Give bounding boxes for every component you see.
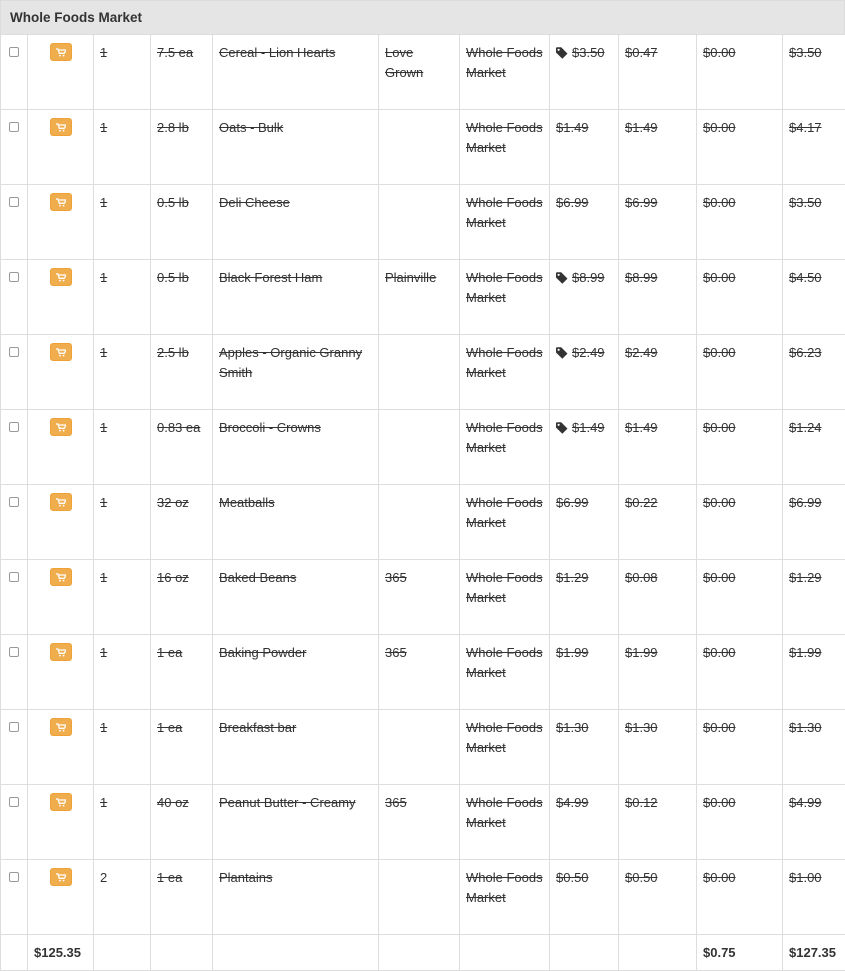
item-price-cell [550,485,619,560]
item-store: Whole Foods Market [460,560,550,635]
item-total: $1.24 [783,410,845,485]
item-size: 32 oz [151,485,213,560]
table-row [1,860,845,935]
item-tax: $0.00 [697,260,783,335]
item-checkbox[interactable] [9,47,19,57]
item-qty[interactable]: 1 [94,110,151,185]
item-name[interactable]: Apples - Organic Granny Smith [213,335,379,410]
add-to-cart-button[interactable] [50,268,72,286]
cart-icon [56,48,66,57]
item-qty[interactable]: 1 [94,710,151,785]
item-qty[interactable]: 1 [94,335,151,410]
cart-icon [56,723,66,732]
table-row [1,410,845,485]
item-store: Whole Foods Market [460,335,550,410]
item-unit-price: $2.49 [619,335,697,410]
cart-icon [56,873,66,882]
item-name[interactable]: Baking Powder [213,635,379,710]
cart-icon [56,198,66,207]
item-brand: 365 [379,785,460,860]
item-brand: 365 [379,560,460,635]
cart-icon [56,573,66,582]
item-tax: $0.00 [697,560,783,635]
item-tax: $0.00 [697,185,783,260]
item-price: $3.50 [572,45,605,60]
table-row [1,710,845,785]
cart-icon [56,423,66,432]
item-name[interactable]: Black Forest Ham [213,260,379,335]
item-checkbox[interactable] [9,272,19,282]
item-price: $1.29 [556,570,589,585]
item-store: Whole Foods Market [460,185,550,260]
item-checkbox[interactable] [9,647,19,657]
item-checkbox[interactable] [9,872,19,882]
item-store: Whole Foods Market [460,710,550,785]
item-qty[interactable]: 1 [94,260,151,335]
item-price-cell [550,785,619,860]
item-name[interactable]: Plantains [213,860,379,935]
item-total: $4.99 [783,785,845,860]
item-total: $4.17 [783,110,845,185]
item-name[interactable]: Baked Beans [213,560,379,635]
item-name[interactable]: Meatballs [213,485,379,560]
item-name[interactable]: Peanut Butter - Creamy [213,785,379,860]
item-size: 0.83 ea [151,410,213,485]
table-row [1,260,845,335]
cart-icon [56,648,66,657]
item-price-cell [550,185,619,260]
item-price-cell [550,710,619,785]
item-tax: $0.00 [697,335,783,410]
item-total: $1.30 [783,710,845,785]
item-price: $1.49 [572,420,605,435]
table-row [1,185,845,260]
item-total: $1.99 [783,635,845,710]
add-to-cart-button[interactable] [50,343,72,361]
item-brand: Plainville [379,260,460,335]
item-unit-price: $0.47 [619,35,697,110]
item-price: $2.49 [572,345,605,360]
item-brand [379,485,460,560]
item-size: 1 ea [151,860,213,935]
item-store: Whole Foods Market [460,260,550,335]
item-checkbox[interactable] [9,722,19,732]
item-qty[interactable]: 1 [94,185,151,260]
item-unit-price: $0.50 [619,860,697,935]
item-price: $8.99 [572,270,605,285]
item-size: 2.8 lb [151,110,213,185]
add-to-cart-button[interactable] [50,493,72,511]
totals-row [1,935,845,971]
item-store: Whole Foods Market [460,485,550,560]
item-store: Whole Foods Market [460,860,550,935]
add-to-cart-button[interactable] [50,643,72,661]
item-unit-price: $8.99 [619,260,697,335]
item-price: $6.99 [556,495,589,510]
item-brand [379,335,460,410]
item-checkbox[interactable] [9,572,19,582]
item-qty[interactable]: 2 [94,860,151,935]
table-row [1,35,845,110]
item-name[interactable]: Breakfast bar [213,710,379,785]
item-checkbox[interactable] [9,347,19,357]
item-size: 1 ea [151,710,213,785]
table-row [1,635,845,710]
cart-icon [56,123,66,132]
item-tax: $0.00 [697,710,783,785]
item-size: 2.5 lb [151,335,213,410]
item-price-cell [550,635,619,710]
item-price-cell [550,335,619,410]
item-store: Whole Foods Market [460,785,550,860]
item-tax: $0.00 [697,485,783,560]
item-brand [379,860,460,935]
add-to-cart-button[interactable] [50,418,72,436]
table-row [1,110,845,185]
item-price: $6.99 [556,195,589,210]
add-to-cart-button[interactable] [50,118,72,136]
item-tax: $0.00 [697,860,783,935]
item-total: $6.23 [783,335,845,410]
item-brand: Love Grown [379,35,460,110]
sale-tag-icon [556,422,569,434]
item-total: $6.99 [783,485,845,560]
total-tax: $0.75 [697,935,783,971]
item-checkbox[interactable] [9,422,19,432]
item-unit-price: $1.30 [619,710,697,785]
item-price: $1.99 [556,645,589,660]
item-qty[interactable]: 1 [94,635,151,710]
item-size: 16 oz [151,560,213,635]
item-qty[interactable]: 1 [94,485,151,560]
item-checkbox[interactable] [9,797,19,807]
item-store: Whole Foods Market [460,35,550,110]
item-name[interactable]: Cereal - Lion Hearts [213,35,379,110]
add-to-cart-button[interactable] [50,793,72,811]
table-row [1,335,845,410]
item-price-cell [550,560,619,635]
cart-icon [56,348,66,357]
item-brand [379,110,460,185]
item-qty[interactable]: 1 [94,35,151,110]
add-to-cart-button[interactable] [50,43,72,61]
cart-icon [56,798,66,807]
sale-tag-icon [556,272,569,284]
item-brand: 365 [379,635,460,710]
item-name[interactable]: Oats - Bulk [213,110,379,185]
item-size: 0.5 lb [151,185,213,260]
item-size: 1 ea [151,635,213,710]
item-size: 40 oz [151,785,213,860]
item-checkbox[interactable] [9,122,19,132]
item-unit-price: $0.22 [619,485,697,560]
item-tax: $0.00 [697,635,783,710]
item-tax: $0.00 [697,785,783,860]
item-price-cell [550,860,619,935]
sale-tag-icon [556,347,569,359]
add-to-cart-button[interactable] [50,568,72,586]
item-qty[interactable]: 1 [94,560,151,635]
table-row [1,560,845,635]
item-unit-price: $0.12 [619,785,697,860]
item-checkbox[interactable] [9,497,19,507]
add-to-cart-button[interactable] [50,718,72,736]
item-price: $0.50 [556,870,589,885]
item-price: $1.30 [556,720,589,735]
item-unit-price: $1.49 [619,410,697,485]
item-tax: $0.00 [697,35,783,110]
item-total: $3.50 [783,185,845,260]
item-size: 0.5 lb [151,260,213,335]
item-name[interactable]: Broccoli - Crowns [213,410,379,485]
item-checkbox[interactable] [9,197,19,207]
item-price-cell [550,260,619,335]
item-store: Whole Foods Market [460,635,550,710]
items-table [0,34,845,971]
item-tax: $0.00 [697,410,783,485]
table-row [1,785,845,860]
cart-icon [56,273,66,282]
item-price: $1.49 [556,120,589,135]
table-row [1,485,845,560]
item-unit-price: $6.99 [619,185,697,260]
item-qty[interactable]: 1 [94,785,151,860]
item-total: $3.50 [783,35,845,110]
item-total: $1.29 [783,560,845,635]
item-unit-price: $0.08 [619,560,697,635]
item-size: 7.5 ea [151,35,213,110]
item-tax: $0.00 [697,110,783,185]
item-price-cell [550,410,619,485]
store-header: Whole Foods Market [0,0,845,34]
add-to-cart-button[interactable] [50,868,72,886]
item-price-cell [550,35,619,110]
item-total: $4.50 [783,260,845,335]
item-brand [379,710,460,785]
item-store: Whole Foods Market [460,410,550,485]
item-store: Whole Foods Market [460,110,550,185]
item-unit-price: $1.49 [619,110,697,185]
item-brand [379,410,460,485]
item-unit-price: $1.99 [619,635,697,710]
subtotal: $125.35 [28,935,94,971]
item-total: $1.00 [783,860,845,935]
sale-tag-icon [556,47,569,59]
add-to-cart-button[interactable] [50,193,72,211]
cart-icon [56,498,66,507]
item-name[interactable]: Deli Cheese [213,185,379,260]
item-price-cell [550,110,619,185]
item-price: $4.99 [556,795,589,810]
item-brand [379,185,460,260]
grand-total: $127.35 [783,935,845,971]
item-qty[interactable]: 1 [94,410,151,485]
